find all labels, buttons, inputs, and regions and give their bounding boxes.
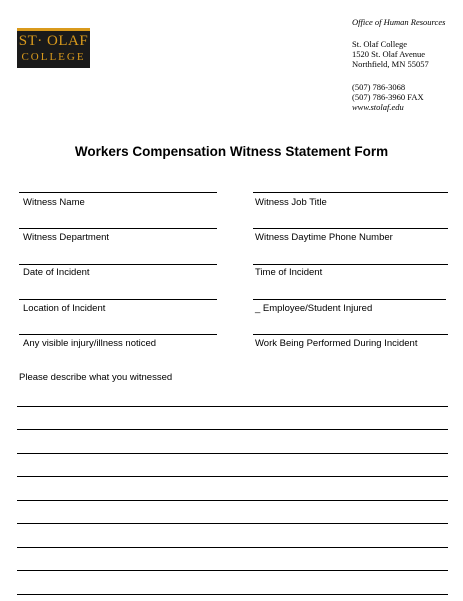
description-line[interactable] — [17, 594, 448, 595]
witness-name-line[interactable] — [19, 192, 217, 193]
form-title: Workers Compensation Witness Statement Form — [74, 144, 389, 159]
street-address: 1520 St. Olaf Avenue — [352, 49, 426, 59]
witness-name-label: Witness Name — [23, 197, 85, 208]
location-of-incident-line[interactable] — [19, 299, 217, 300]
city-address: Northfield, MN 55057 — [352, 59, 429, 69]
work-performed-label: Work Being Performed During Incident — [255, 338, 418, 349]
description-line[interactable] — [17, 453, 448, 454]
time-of-incident-label: Time of Incident — [255, 267, 323, 278]
description-line[interactable] — [17, 406, 448, 407]
phone-number: (507) 786-3068 — [352, 82, 406, 92]
description-line[interactable] — [17, 570, 448, 571]
witness-phone-line[interactable] — [253, 228, 448, 229]
work-performed-line[interactable] — [253, 334, 448, 335]
office-name: Office of Human Resources — [352, 17, 446, 27]
employee-student-injured-line[interactable] — [253, 299, 446, 300]
description-line[interactable] — [17, 500, 448, 501]
date-of-incident-label: Date of Incident — [23, 267, 90, 278]
date-of-incident-line[interactable] — [19, 264, 217, 265]
logo-line-2: COLLEGE — [21, 51, 86, 63]
college-name: St. Olaf College — [352, 39, 408, 49]
description-line[interactable] — [17, 547, 448, 548]
description-line[interactable] — [17, 429, 448, 430]
description-line[interactable] — [17, 476, 448, 477]
location-of-incident-label: Location of Incident — [23, 303, 106, 314]
witness-department-label: Witness Department — [23, 232, 110, 243]
st-olaf-logo — [17, 28, 90, 68]
describe-label: Please describe what you witnessed — [19, 372, 173, 383]
visible-injury-label: Any visible injury/illness noticed — [23, 338, 157, 349]
fax-number: (507) 786-3960 FAX — [352, 92, 424, 102]
employee-student-injured-label: _ Employee/Student Injured — [255, 303, 373, 314]
time-of-incident-line[interactable] — [253, 264, 448, 265]
witness-department-line[interactable] — [19, 228, 217, 229]
visible-injury-line[interactable] — [19, 334, 217, 335]
witness-job-title-line[interactable] — [253, 192, 448, 193]
description-line[interactable] — [17, 523, 448, 524]
witness-phone-label: Witness Daytime Phone Number — [255, 232, 393, 243]
logo-line-1: ST· OLAF — [18, 33, 89, 49]
witness-job-title-label: Witness Job Title — [255, 197, 327, 208]
website: www.stolaf.edu — [352, 102, 404, 112]
office-address-block — [352, 17, 460, 112]
